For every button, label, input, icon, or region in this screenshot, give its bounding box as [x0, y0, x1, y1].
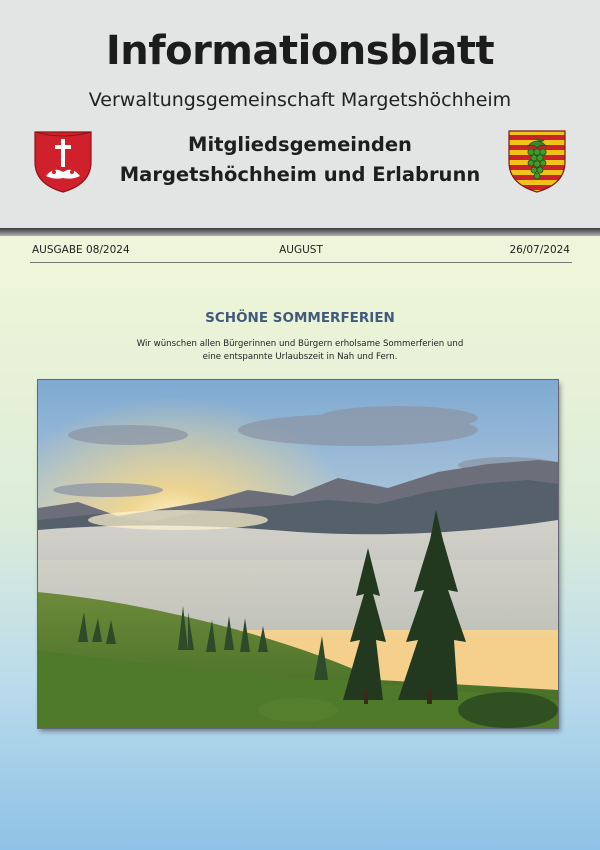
- lead-text-line: eine entspannte Urlaubszeit in Nah und Fern.: [202, 352, 398, 362]
- member-communities-names: Margetshöchheim und Erlabrunn: [119, 163, 481, 186]
- erlabrunn-crest-icon: [506, 128, 568, 194]
- margetshoechheim-crest-icon: [32, 128, 94, 194]
- lead-article-title: SCHÖNE SOMMERFERIEN: [205, 310, 395, 326]
- document-subtitle: Verwaltungsgemeinschaft Margetshöchheim: [88, 89, 512, 111]
- issue-info-bar: [30, 236, 572, 262]
- document-title: Informationsblatt: [105, 28, 495, 74]
- header: [0, 0, 600, 228]
- lead-article-text: [110, 338, 490, 364]
- info-bar-underline: [30, 262, 572, 263]
- issue-number: AUSGABE 08/2024: [32, 244, 130, 256]
- issue-date: 26/07/2024: [509, 244, 570, 256]
- summer-landscape-photo: [38, 380, 558, 728]
- issue-month: AUGUST: [279, 244, 323, 256]
- lead-text-line: Wir wünschen allen Bürgerinnen und Bürgern erholsame Sommerferien und: [136, 339, 464, 349]
- member-communities-heading: Mitgliedsgemeinden: [188, 133, 412, 156]
- member-communities: [100, 130, 500, 190]
- header-divider: [0, 228, 600, 236]
